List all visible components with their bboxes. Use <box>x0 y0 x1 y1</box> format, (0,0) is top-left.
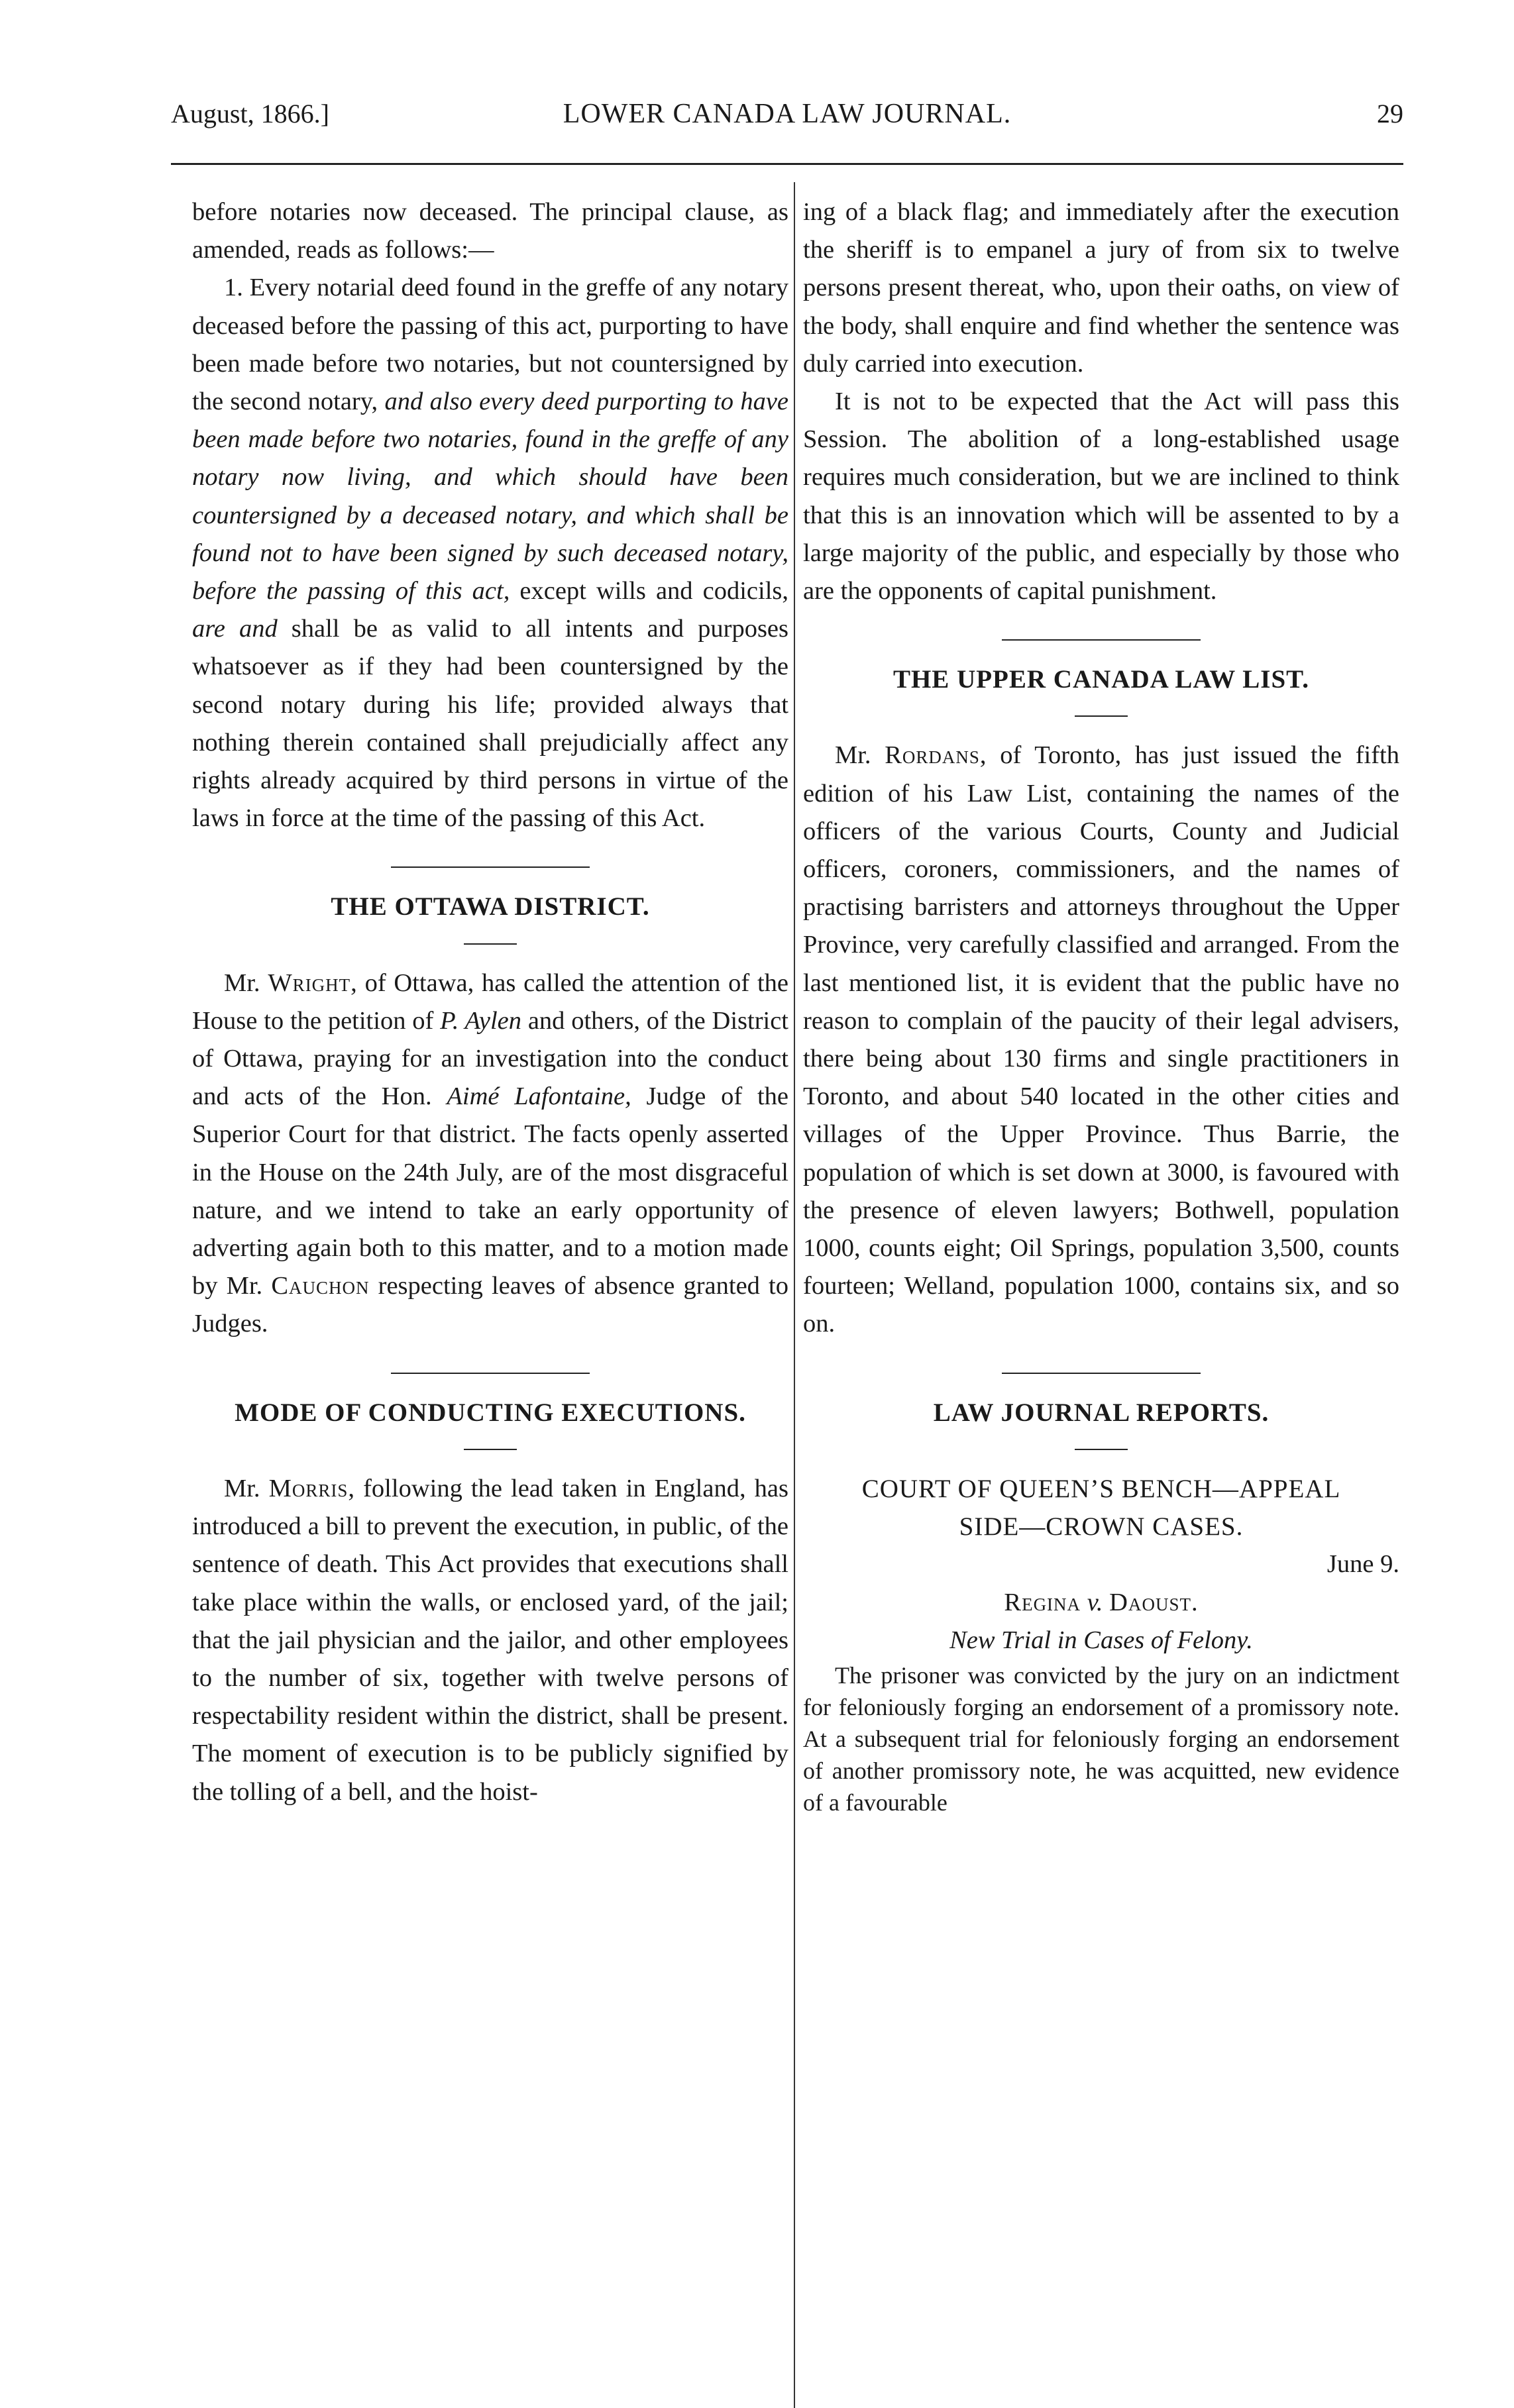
ottawa-text-5: respecting leaves of absence granted to Judges. <box>192 1272 789 1338</box>
right-column <box>803 193 1399 1818</box>
clause-italic-2: are and <box>192 615 278 643</box>
clause-text-2: except wills and codicils, <box>510 577 788 605</box>
name-morris: Morris <box>268 1474 349 1502</box>
name-cauchon: Cauchon <box>271 1272 370 1300</box>
page-number: 29 <box>1377 99 1403 129</box>
clause-text-3: shall be as valid to all intents and purposes whatsoever as if they had been countersigned by the second notary during his life; provided always that nothing therein contained shall prejudicially affect any rights already acquired by third persons in virtue of the laws in force at the time of the passing of this Act. <box>192 615 788 833</box>
name-rordans: Rordans <box>885 741 980 770</box>
ottawa-text-2: , of Ottawa, has called the attention of the House to the petition of <box>192 968 788 1035</box>
case-party-b: Daoust. <box>1109 1588 1199 1616</box>
column-divider <box>794 182 795 2408</box>
upper-canada-text-2: , of Toronto, has just issued the fifth edition of his Law List, containing the names of the officers of the various Courts, County and Judicial officers, coroners, commissioners, and the names of practising barristers and attorneys throughout the Upper Province, very carefully classified and arranged. From the last mentioned list, it is evident that the public have no reason to complain of the paucity of their legal advisers, there being about 130 firms and single practitioners in Toronto, and about 540 located in the other cities and villages of the Upper Province. Thus Barrie, the population of which is set down at 3000, is favoured with the presence of eleven lawyers; Bothwell, population 1000, counts eight; Oil Springs, population 3,500, counts fourteen; Welland, population 1000, contains six, and so on. <box>803 741 1399 1338</box>
journal-title: LOWER CANADA LAW JOURNAL. <box>563 99 1012 129</box>
case-versus: v. <box>1081 1588 1110 1616</box>
continuation-paragraph: ing of a black flag; and immediately after the execution the sheriff is to empanel a jury of from six to twelve persons present thereat, who, upon their oaths, on view of the body, shall enquire and find whether the sentence was duly carried into execution. <box>803 198 1399 378</box>
header-date: August, 1866.] <box>171 99 329 129</box>
headnote-text: New Trial in Cases of Felony. <box>949 1626 1253 1654</box>
clause-italic-1: and also every deed purporting to have been made before two notaries, found in the greffe of any notary now living, and which should have been countersigned by a deceased notary, and which shall be found not to have been signed by such deceased notary, before the passing of this act, <box>192 388 788 605</box>
header-rule <box>171 163 1403 165</box>
case-party-a: Regina <box>1004 1588 1081 1616</box>
upper-canada-text-1: Mr. <box>835 741 885 770</box>
ottawa-text-1: Mr. <box>224 968 268 997</box>
clause-text-1: 1. Every notarial deed found in the greffe of any notary deceased before the passing of this act, purporting to have been made before two notaries, but not countersigned by the second notary, <box>192 274 788 416</box>
court-heading-line-1: COURT OF QUEEN’S BENCH—APPEAL <box>861 1474 1341 1503</box>
case-summary: The prisoner was convicted by the jury on an indictment for feloniously forging an endorsement of a promissory note. At a subsequent trial for feloniously forging an endorsement of another promissory note, he was acquitted, new evidence of a favourable <box>803 1661 1399 1816</box>
ottawa-text-3: and others, of the District of Ottawa, praying for an investigation into the conduct and acts of the Hon. <box>192 1006 789 1111</box>
name-wright: Wright <box>268 968 351 997</box>
upper-canada-paragraph <box>803 737 1399 1343</box>
case-name <box>803 1584 1399 1622</box>
name-lafontaine: Aimé Lafontaine, <box>447 1082 631 1111</box>
ottawa-text-4: Judge of the Superior Court for that district. The facts openly asserted in the House on the 24th July, are of the most disgraceful nature, and we intend to take an early opportunity of adverting again both to this matter, and to a motion made by Mr. <box>192 1082 788 1300</box>
intro-paragraph: before notaries now deceased. The principal clause, as amended, reads as follows:— <box>192 198 788 264</box>
upper-canada-section-title: THE UPPER CANADA LAW LIST. <box>892 665 1310 694</box>
case-date: June 9. <box>1326 1550 1399 1579</box>
name-aylen: P. Aylen <box>440 1006 521 1035</box>
left-column <box>192 193 788 1811</box>
clause-paragraph <box>192 269 788 837</box>
executions-text-1: Mr. <box>224 1474 269 1502</box>
court-heading-line-2: SIDE—CROWN CASES. <box>959 1512 1244 1542</box>
executions-text-2: , following the lead taken in England, has introduced a bill to prevent the execution, in public, of the sentence of death. This Act provides that executions shall take place within the walls, or enclosed yard, of the jail; that the jail physician and the jailor, and other employees to the number of six, together with twelve persons of respectability resident within the district, shall be present. The moment of execution is to be publicly signified by the tolling of a bell, and the hoist- <box>192 1474 788 1806</box>
executions-paragraph <box>192 1470 788 1811</box>
reports-section-title: LAW JOURNAL REPORTS. <box>933 1398 1270 1427</box>
case-headnote <box>803 1622 1399 1659</box>
ottawa-section-title: THE OTTAWA DISTRICT. <box>331 892 650 921</box>
executions-section-title: MODE OF CONDUCTING EXECUTIONS. <box>235 1398 746 1427</box>
ottawa-paragraph <box>192 965 788 1343</box>
not-expected-paragraph: It is not to be expected that the Act will pass this Session. The abolition of a long-established usage requires much consideration, but we are inclined to think that this is an innovation which will be assented to by a large majority of the public, and especially by those who are the opponents of capital punishment. <box>803 388 1399 605</box>
page-header <box>171 98 1403 144</box>
